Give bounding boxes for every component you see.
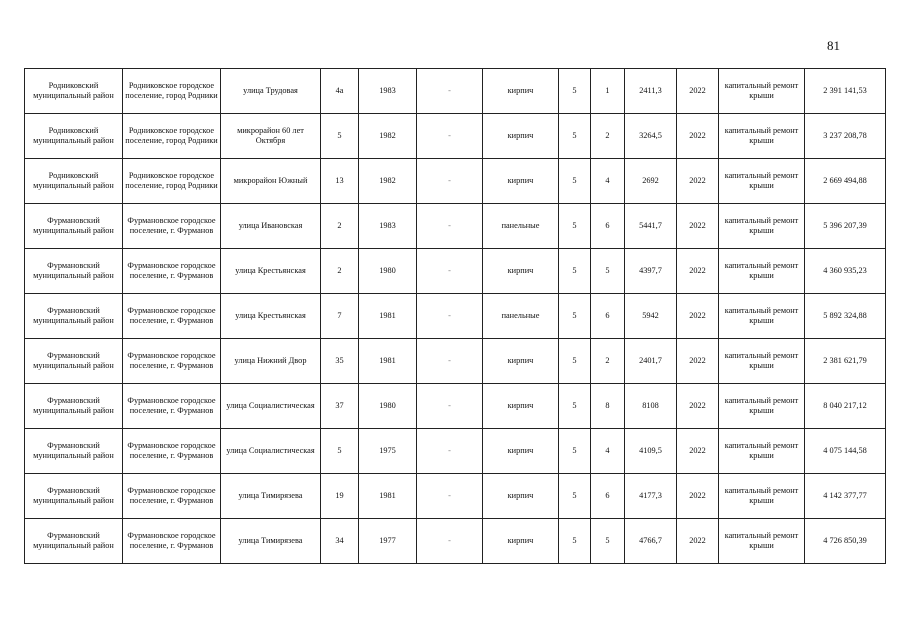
cell-plan-year: 2022 [677, 249, 719, 294]
cell-col6: - [417, 204, 483, 249]
table-row [25, 69, 886, 114]
cell-street: улица Нижний Двор [221, 339, 321, 384]
cell-col6: - [417, 474, 483, 519]
cell-cost: 4 075 144,58 [805, 429, 886, 474]
cell-area: 8108 [625, 384, 677, 429]
cell-district: Родниковский муниципальный район [25, 114, 123, 159]
cell-settlement: Фурмановское городское поселение, г. Фурманов [123, 384, 221, 429]
cell-year: 1980 [359, 249, 417, 294]
cell-area: 5942 [625, 294, 677, 339]
cell-work-type: капитальный ремонт крыши [719, 69, 805, 114]
cell-street: микрорайон Южный [221, 159, 321, 204]
cell-settlement: Фурмановское городское поселение, г. Фурманов [123, 519, 221, 564]
cell-material: кирпич [483, 519, 559, 564]
cell-floors: 5 [559, 294, 591, 339]
cell-area: 4177,3 [625, 474, 677, 519]
cell-plan-year: 2022 [677, 339, 719, 384]
cell-street: микрорайон 60 лет Октября [221, 114, 321, 159]
table-row [25, 519, 886, 564]
page-number: 81 [827, 38, 840, 53]
cell-street: улица Ивановская [221, 204, 321, 249]
cell-floors: 5 [559, 474, 591, 519]
cell-district: Родниковский муниципальный район [25, 69, 123, 114]
table-row [25, 339, 886, 384]
cell-floors: 5 [559, 204, 591, 249]
table-row [25, 159, 886, 204]
cell-work-type: капитальный ремонт крыши [719, 474, 805, 519]
cell-entrances: 5 [591, 249, 625, 294]
cell-district: Фурмановский муниципальный район [25, 474, 123, 519]
cell-settlement: Фурмановское городское поселение, г. Фурманов [123, 204, 221, 249]
table-body [25, 69, 886, 564]
cell-house: 5 [321, 429, 359, 474]
cell-material: кирпич [483, 69, 559, 114]
cell-work-type: капитальный ремонт крыши [719, 519, 805, 564]
cell-entrances: 5 [591, 519, 625, 564]
table-row [25, 294, 886, 339]
cell-street: улица Тимирязева [221, 519, 321, 564]
cell-entrances: 6 [591, 294, 625, 339]
cell-house: 7 [321, 294, 359, 339]
cell-house: 5 [321, 114, 359, 159]
cell-col6: - [417, 294, 483, 339]
cell-year: 1982 [359, 159, 417, 204]
cell-street: улица Трудовая [221, 69, 321, 114]
cell-entrances: 6 [591, 204, 625, 249]
cell-year: 1977 [359, 519, 417, 564]
cell-plan-year: 2022 [677, 204, 719, 249]
cell-area: 2401,7 [625, 339, 677, 384]
cell-year: 1983 [359, 69, 417, 114]
cell-floors: 5 [559, 429, 591, 474]
cell-cost: 3 237 208,78 [805, 114, 886, 159]
cell-material: панельные [483, 294, 559, 339]
cell-district: Фурмановский муниципальный район [25, 294, 123, 339]
cell-settlement: Фурмановское городское поселение, г. Фурманов [123, 294, 221, 339]
cell-district: Фурмановский муниципальный район [25, 384, 123, 429]
cell-floors: 5 [559, 69, 591, 114]
cell-settlement: Фурмановское городское поселение, г. Фурманов [123, 429, 221, 474]
cell-work-type: капитальный ремонт крыши [719, 114, 805, 159]
cell-district: Фурмановский муниципальный район [25, 249, 123, 294]
cell-material: кирпич [483, 249, 559, 294]
cell-floors: 5 [559, 114, 591, 159]
cell-year: 1981 [359, 474, 417, 519]
cell-material: кирпич [483, 114, 559, 159]
cell-floors: 5 [559, 249, 591, 294]
cell-house: 19 [321, 474, 359, 519]
cell-work-type: капитальный ремонт крыши [719, 249, 805, 294]
cell-settlement: Фурмановское городское поселение, г. Фурманов [123, 339, 221, 384]
cell-work-type: капитальный ремонт крыши [719, 159, 805, 204]
cell-cost: 2 381 621,79 [805, 339, 886, 384]
cell-house: 35 [321, 339, 359, 384]
cell-col6: - [417, 429, 483, 474]
cell-area: 3264,5 [625, 114, 677, 159]
cell-area: 2411,3 [625, 69, 677, 114]
cell-settlement: Родниковское городское поселение, город Родники [123, 69, 221, 114]
table-row [25, 114, 886, 159]
cell-district: Фурмановский муниципальный район [25, 339, 123, 384]
cell-entrances: 2 [591, 114, 625, 159]
cell-street: улица Крестьянская [221, 249, 321, 294]
cell-cost: 4 142 377,77 [805, 474, 886, 519]
cell-entrances: 1 [591, 69, 625, 114]
cell-settlement: Фурмановское городское поселение, г. Фурманов [123, 474, 221, 519]
cell-cost: 2 669 494,88 [805, 159, 886, 204]
cell-work-type: капитальный ремонт крыши [719, 294, 805, 339]
cell-settlement: Родниковское городское поселение, город Родники [123, 114, 221, 159]
cell-floors: 5 [559, 519, 591, 564]
table-row [25, 384, 886, 429]
cell-house: 37 [321, 384, 359, 429]
cell-plan-year: 2022 [677, 69, 719, 114]
cell-work-type: капитальный ремонт крыши [719, 429, 805, 474]
cell-year: 1981 [359, 294, 417, 339]
cell-cost: 5 396 207,39 [805, 204, 886, 249]
cell-district: Фурмановский муниципальный район [25, 204, 123, 249]
cell-settlement: Родниковское городское поселение, город Родники [123, 159, 221, 204]
cell-material: панельные [483, 204, 559, 249]
cell-house: 13 [321, 159, 359, 204]
table-row [25, 249, 886, 294]
cell-year: 1981 [359, 339, 417, 384]
table-row [25, 474, 886, 519]
cell-house: 2 [321, 249, 359, 294]
cell-street: улица Тимирязева [221, 474, 321, 519]
cell-cost: 4 726 850,39 [805, 519, 886, 564]
table-row [25, 429, 886, 474]
cell-house: 2 [321, 204, 359, 249]
cell-cost: 5 892 324,88 [805, 294, 886, 339]
cell-cost: 2 391 141,53 [805, 69, 886, 114]
cell-street: улица Крестьянская [221, 294, 321, 339]
cell-year: 1975 [359, 429, 417, 474]
cell-work-type: капитальный ремонт крыши [719, 339, 805, 384]
cell-material: кирпич [483, 339, 559, 384]
cell-material: кирпич [483, 159, 559, 204]
cell-entrances: 2 [591, 339, 625, 384]
cell-street: улица Социалистическая [221, 429, 321, 474]
cell-col6: - [417, 519, 483, 564]
cell-col6: - [417, 159, 483, 204]
cell-col6: - [417, 249, 483, 294]
cell-area: 4766,7 [625, 519, 677, 564]
cell-work-type: капитальный ремонт крыши [719, 384, 805, 429]
cell-plan-year: 2022 [677, 384, 719, 429]
table-row [25, 204, 886, 249]
cell-district: Фурмановский муниципальный район [25, 519, 123, 564]
cell-cost: 8 040 217,12 [805, 384, 886, 429]
cell-year: 1980 [359, 384, 417, 429]
cell-plan-year: 2022 [677, 519, 719, 564]
cell-col6: - [417, 114, 483, 159]
cell-floors: 5 [559, 159, 591, 204]
cell-district: Родниковский муниципальный район [25, 159, 123, 204]
cell-area: 4109,5 [625, 429, 677, 474]
cell-entrances: 6 [591, 474, 625, 519]
cell-col6: - [417, 339, 483, 384]
housing-repair-table [24, 68, 886, 564]
cell-col6: - [417, 384, 483, 429]
cell-entrances: 4 [591, 159, 625, 204]
cell-house: 34 [321, 519, 359, 564]
cell-material: кирпич [483, 384, 559, 429]
cell-plan-year: 2022 [677, 429, 719, 474]
cell-district: Фурмановский муниципальный район [25, 429, 123, 474]
cell-plan-year: 2022 [677, 114, 719, 159]
cell-material: кирпич [483, 429, 559, 474]
cell-area: 2692 [625, 159, 677, 204]
cell-plan-year: 2022 [677, 474, 719, 519]
cell-work-type: капитальный ремонт крыши [719, 204, 805, 249]
cell-floors: 5 [559, 384, 591, 429]
cell-year: 1982 [359, 114, 417, 159]
cell-plan-year: 2022 [677, 294, 719, 339]
cell-street: улица Социалистическая [221, 384, 321, 429]
cell-settlement: Фурмановское городское поселение, г. Фурманов [123, 249, 221, 294]
cell-year: 1983 [359, 204, 417, 249]
cell-area: 5441,7 [625, 204, 677, 249]
cell-floors: 5 [559, 339, 591, 384]
cell-area: 4397,7 [625, 249, 677, 294]
cell-entrances: 8 [591, 384, 625, 429]
cell-house: 4а [321, 69, 359, 114]
cell-entrances: 4 [591, 429, 625, 474]
cell-cost: 4 360 935,23 [805, 249, 886, 294]
cell-material: кирпич [483, 474, 559, 519]
cell-col6: - [417, 69, 483, 114]
cell-plan-year: 2022 [677, 159, 719, 204]
